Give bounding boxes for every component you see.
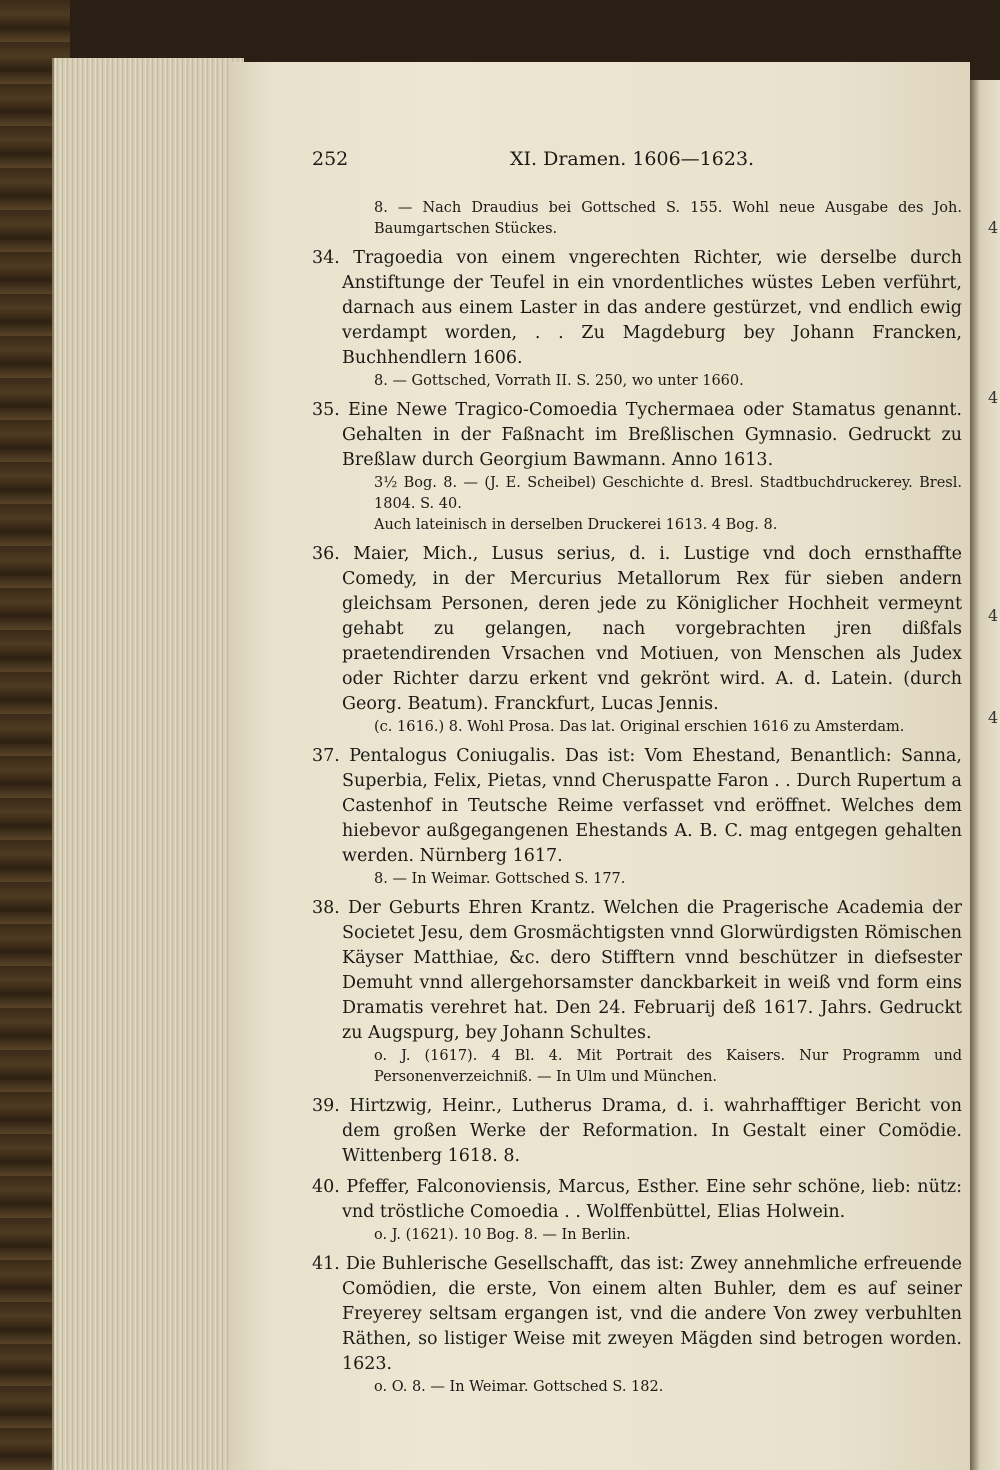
entry-note: o. J. (1617). 4 Bl. 4. Mit Portrait des Kaisers. Nur Programm und Personenverzeichniß. — In Ulm und München.	[374, 1048, 962, 1085]
entry-text: Die Buhlerische Gesellschafft, das ist: Zwey annehmliche erfreuende Comödien, die erste, Von einem alten Buhler, dem es auf seiner Freyerey seltsam ergangen ist, vnd die andere Von zwey verbuhlten Räthen, so listiger Weise mit zweyen Mägden sind betrogen worden. 1623.	[342, 1254, 962, 1374]
entry-text: Hirtzwig, Heinr., Lutherus Drama, d. i. wahrhafftiger Bericht von dem großen Werke der Reformation. In Gestalt einer Comödie. Wittenberg 1618. 8.	[342, 1096, 962, 1166]
facing-page-marker: 4	[988, 606, 999, 625]
bibliography-entry	[312, 1094, 962, 1169]
entry-note: 8. — Gottsched, Vorrath II. S. 250, wo unter 1660.	[374, 373, 744, 389]
entry-note: (c. 1616.) 8. Wohl Prosa. Das lat. Original erschien 1616 zu Amsterdam.	[374, 719, 905, 735]
entry-number: 37.	[312, 746, 340, 766]
entry-number: 35.	[312, 400, 340, 420]
entry-text: Pentalogus Coniugalis. Das ist: Vom Ehestand, Benantlich: Sanna, Superbia, Felix, Pietas, vnnd Cheruspatte Faron . . Durch Rupertum a Castenhof in Teutsche Reime verfasset vnd eröffnet. Welches dem hiebevor außgegangenen Ehestands A. B. C. mag entgegen gehalten werden. Nürnberg 1617.	[342, 746, 962, 866]
entry-text: Maier, Mich., Lusus serius, d. i. Lustige vnd doch ernsthaffte Comedy, in der Mercurius Metallorum Rex für sieben andern gleichsam Personen, deren jede zu Königlicher Hochheit vermeynt gehabt zu gelangen, nach vorgebrachten jren dißfals praetendirenden Vrsachen vnd Motiuen, von Menschen als Judex oder Richter darzu erkent vnd gekrönt wird. A. d. Latein. (durch Georg. Beatum). Franckfurt, Lucas Jennis.	[342, 544, 962, 714]
entry-note: 8. — Nach Draudius bei Gottsched S. 155. Wohl neue Ausgabe des Joh. Baumgartschen Stückes.	[374, 200, 962, 237]
bibliography-entry	[312, 246, 962, 371]
facing-page-marker: 4	[988, 218, 999, 237]
bibliography-entry	[312, 1252, 962, 1377]
entry-number: 38.	[312, 898, 340, 918]
facing-page-marker: 4	[988, 708, 999, 727]
bibliography-entry	[312, 744, 962, 869]
entry-note: o. O. 8. — In Weimar. Gottsched S. 182.	[374, 1379, 664, 1395]
entry-note: 8. — In Weimar. Gottsched S. 177.	[374, 871, 626, 887]
entry-note: 3½ Bog. 8. — (J. E. Scheibel) Geschichte d. Bresl. Stadtbuchdruckerey. Bresl. 1804. S. 40.	[374, 475, 962, 512]
bibliography-entry	[312, 896, 962, 1046]
bibliography-entry	[312, 542, 962, 717]
entry-text: Pfeffer, Falconoviensis, Marcus, Esther. Eine sehr schöne, lieb: nütz: vnd tröstliche Comoedia . . Wolffenbüttel, Elias Holwein.	[342, 1177, 962, 1222]
bibliography-entry	[312, 1175, 962, 1225]
entry-text: Der Geburts Ehren Krantz. Welchen die Pragerische Academia der Societet Jesu, dem Grosmächtigsten vnnd Glorwürdigsten Römischen Käyser Matthiae, &c. dero Stifftern vnnd beschützer in diefsester Demuht vnnd allergehorsamster danckbarkeit in weiß vnd form eins Dramatis verehret hat. Den 24. Februarij deß 1617. Jahrs. Gedruckt zu Augspurg, bey Johann Schultes.	[342, 898, 962, 1043]
entry-number: 36.	[312, 544, 340, 564]
entry-note: o. J. (1621). 10 Bog. 8. — In Berlin.	[374, 1227, 631, 1243]
page-stack-edge	[52, 58, 244, 1470]
bibliography-body	[312, 198, 962, 1398]
entry-number: 41.	[312, 1254, 340, 1274]
running-title: XI. Dramen. 1606—1623.	[510, 148, 755, 170]
page-number: 252	[312, 148, 349, 170]
entry-number: 39.	[312, 1096, 340, 1116]
entry-number: 40.	[312, 1177, 340, 1197]
entry-text: Eine Newe Tragico-Comoedia Tychermaea oder Stamatus genannt. Gehalten in der Faßnacht im Breßlischen Gymnasio. Gedruckt zu Breßlaw durch Georgium Bawmann. Anno 1613.	[342, 400, 962, 470]
bibliography-entry	[312, 398, 962, 473]
entry-number: 34.	[312, 248, 340, 268]
facing-page-edge	[970, 80, 1000, 1470]
facing-page-marker: 4	[988, 388, 999, 407]
running-head	[312, 148, 962, 178]
entry-note: Auch lateinisch in derselben Druckerei 1613. 4 Bog. 8.	[374, 517, 778, 533]
entry-text: Tragoedia von einem vngerechten Richter, wie derselbe durch Anstiftunge der Teufel in ein vnordentliches wüstes Leben verführt, darnach aus einem Laster in das andere gestürzet, vnd endlich ewig verdampt worden, . . Zu Magdeburg bey Johann Francken, Buchhendlern 1606.	[342, 248, 962, 368]
